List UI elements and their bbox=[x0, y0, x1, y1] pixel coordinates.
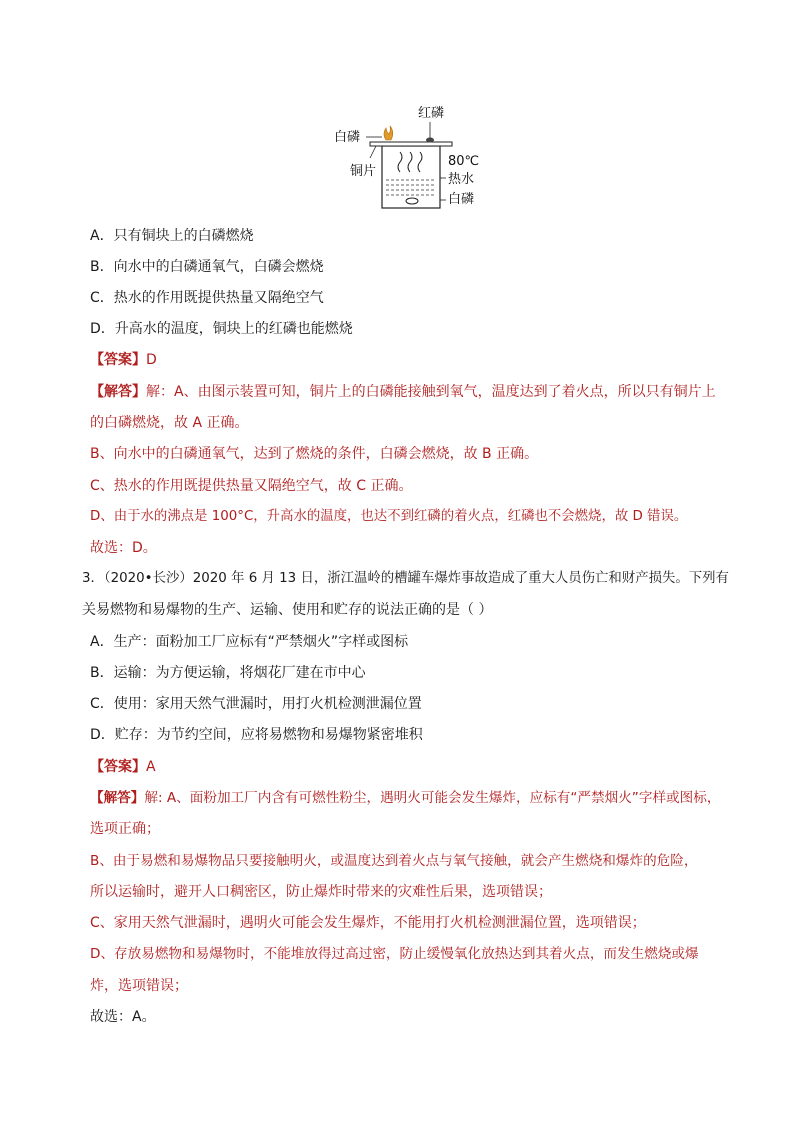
q2-analysis-line-4: C、热水的作用既提供热量又隔绝空气，故 C 正确。 bbox=[90, 478, 413, 494]
phosphorus-experiment-figure bbox=[330, 100, 480, 215]
q2-answer bbox=[90, 350, 157, 370]
flame-icon bbox=[384, 126, 393, 140]
temperature-label: 80℃ bbox=[448, 154, 480, 169]
q3-answer-label: 【答案】 bbox=[90, 759, 146, 775]
q3-analysis-line-5: C、家用天然气泄漏时，遇明火可能会发生爆炸，不能用打火机检测泄漏位置，选项错误； bbox=[90, 915, 646, 931]
q3-option-d: D．贮存：为节约空间，应将易燃物和易爆物紧密堆积 bbox=[90, 727, 423, 743]
red-phosphorus-mark bbox=[426, 138, 434, 143]
q2-option-d: D．升高水的温度，铜块上的红磷也能燃烧 bbox=[90, 321, 353, 337]
white-phosphorus-bottom-mark bbox=[406, 198, 418, 204]
q2-analysis-line-5: D、由于水的沸点是 100°C，升高水的温度，也达不到红磷的着火点，红磷也不会燃烧，故 D 错误。 bbox=[90, 509, 688, 524]
q2-analysis-label: 【解答】 bbox=[90, 384, 146, 400]
q2-analysis-line-6: 故选：D。 bbox=[90, 540, 157, 556]
q3-analysis-line-6: D、存放易燃物和易爆物时，不能堆放得过高过密，防止缓慢氧化放热达到其着火点，而发生燃烧或爆 bbox=[90, 946, 699, 962]
q3-option-b: B．运输：为方便运输，将烟花厂建在市中心 bbox=[90, 665, 366, 681]
q3-option-a: A．生产：面粉加工厂应标有“严禁烟火”字样或图标 bbox=[90, 634, 409, 650]
q3-answer bbox=[90, 757, 156, 777]
red-phosphorus-label: 红磷 bbox=[418, 106, 445, 121]
q2-answer-label: 【答案】 bbox=[90, 352, 146, 368]
q3-analysis-line-7: 炸，选项错误； bbox=[90, 978, 188, 994]
beaker-outline bbox=[382, 146, 440, 208]
white-phosphorus-bottom-label: 白磷 bbox=[448, 192, 475, 207]
hot-water-label: 热水 bbox=[448, 172, 475, 187]
q3-analysis-line-2: 选项正确； bbox=[90, 821, 160, 837]
q2-option-a: A．只有铜块上的白磷燃烧 bbox=[90, 228, 254, 244]
q2-answer-value: D bbox=[146, 352, 157, 368]
q2-analysis-text-1: 解：A、由图示装置可知，铜片上的白磷能接触到氧气，温度达到了着火点，所以只有铜片上 bbox=[146, 384, 716, 400]
q3-analysis-label: 【解答】 bbox=[90, 790, 145, 806]
q3-analysis-line-3: B、由于易燃和易爆物品只要接触明火，或温度达到着火点与氧气接触，就会产生燃烧和爆炸的危险， bbox=[90, 853, 698, 869]
white-phosphorus-top-label: 白磷 bbox=[334, 130, 361, 145]
q3-option-c: C．使用：家用天然气泄漏时，用打火机检测泄漏位置 bbox=[90, 696, 422, 712]
vapor-marks bbox=[398, 152, 422, 172]
q3-stem-line-1: 3．（2020•长沙）2020 年 6 月 13 日，浙江温岭的槽罐车爆炸事故造成了重大人员伤亡和财产损失。下列有 bbox=[82, 571, 729, 586]
q3-analysis-line-1 bbox=[90, 788, 720, 808]
q2-analysis-line-3: B、向水中的白磷通氧气，达到了燃烧的条件，白磷会燃烧，故 B 正确。 bbox=[90, 446, 539, 462]
label-leader-lines bbox=[366, 122, 446, 200]
q2-analysis-line-2: 的白磷燃烧，故 A 正确。 bbox=[90, 415, 249, 431]
q2-option-b: B．向水中的白磷通氧气，白磷会燃烧 bbox=[90, 259, 324, 275]
hot-water-lines bbox=[386, 180, 436, 195]
q3-analysis-line-8: 故选：A。 bbox=[90, 1009, 156, 1025]
q3-analysis-line-4: 所以运输时，避开人口稠密区，防止爆炸时带来的灾难性后果，选项错误； bbox=[90, 884, 552, 900]
q3-answer-value: A bbox=[146, 759, 156, 775]
copper-sheet-mark bbox=[370, 142, 452, 146]
q2-option-c: C．热水的作用既提供热量又隔绝空气 bbox=[90, 290, 324, 306]
q3-stem-line-2: 关易燃物和易爆物的生产、运输、使用和贮存的说法正确的是（ ） bbox=[82, 602, 493, 618]
q3-analysis-text-1: 解: A、面粉加工厂内含有可燃性粉尘，遇明火可能会发生爆炸，应标有“严禁烟火”字样或图标， bbox=[144, 790, 721, 806]
q2-analysis-line-1 bbox=[90, 382, 716, 402]
copper-sheet-label: 铜片 bbox=[350, 164, 377, 179]
